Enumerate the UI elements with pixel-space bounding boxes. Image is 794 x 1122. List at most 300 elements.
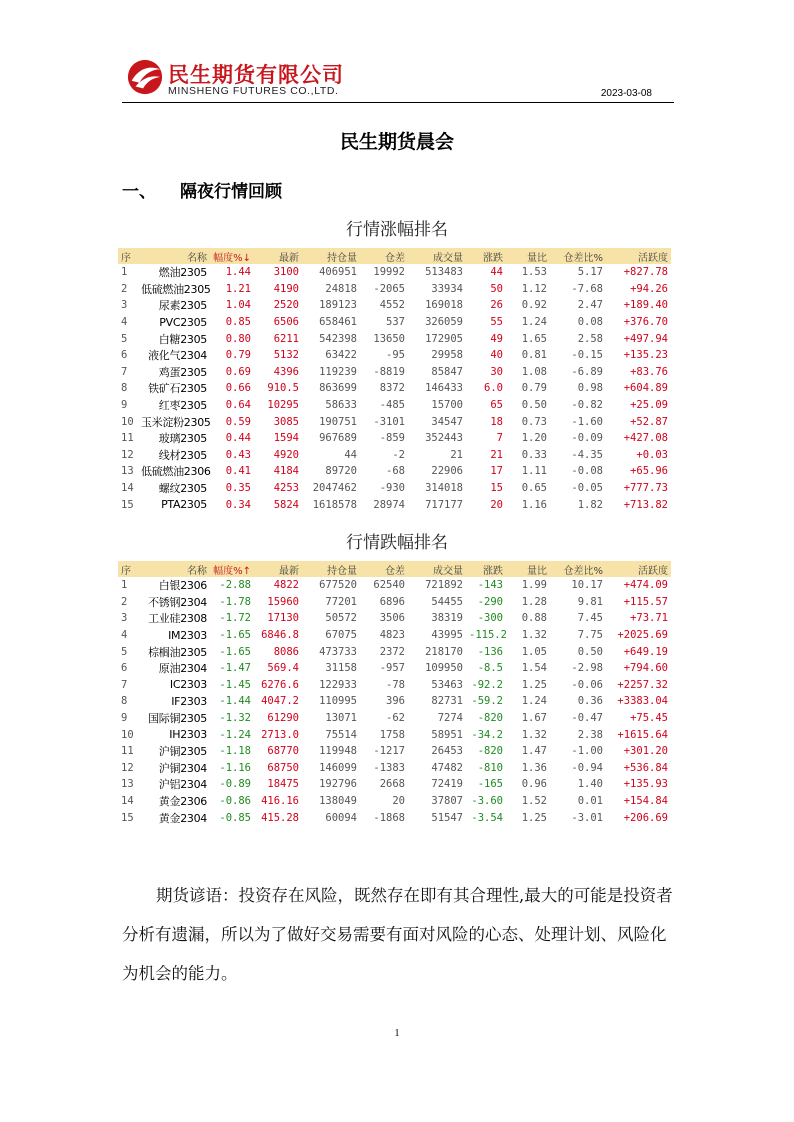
cell-last-price: 2713.0 bbox=[261, 728, 299, 741]
company-logo-icon bbox=[126, 58, 164, 96]
table-row[interactable] bbox=[118, 726, 671, 743]
section-number: 一、 bbox=[122, 182, 156, 202]
losers-table-title: 行情跌幅排名 bbox=[346, 533, 448, 553]
cell-oi-change-pct: 5.17 bbox=[577, 266, 603, 279]
cell-volume: 7274 bbox=[437, 712, 463, 725]
page-number: 1 bbox=[394, 1028, 400, 1039]
cell-oi-change: 6896 bbox=[379, 595, 405, 608]
cell-index: 1 bbox=[121, 579, 128, 592]
cell-index: 9 bbox=[121, 712, 128, 725]
table-row[interactable] bbox=[118, 760, 671, 777]
cell-last-price: 416.16 bbox=[261, 795, 299, 808]
cell-change: 15 bbox=[490, 482, 503, 495]
cell-open-interest: 67075 bbox=[325, 629, 357, 642]
cell-last-price: 4822 bbox=[273, 579, 299, 592]
cell-change-pct: -1.18 bbox=[219, 745, 251, 758]
cell-activity: +497.94 bbox=[623, 332, 668, 345]
cell-activity: +115.57 bbox=[623, 595, 668, 608]
cell-activity: +376.70 bbox=[623, 316, 668, 329]
cell-oi-change-pct: 7.75 bbox=[577, 629, 603, 642]
cell-name: 燃油2305 bbox=[158, 266, 207, 280]
cell-open-interest: 44 bbox=[344, 448, 357, 461]
cell-name: 白银2306 bbox=[158, 579, 207, 593]
table-row[interactable] bbox=[118, 380, 671, 397]
cell-volume: 513483 bbox=[425, 266, 463, 279]
cell-index: 5 bbox=[121, 332, 128, 345]
cell-name: 黄金2304 bbox=[158, 811, 207, 825]
cell-volume: 22906 bbox=[431, 465, 463, 478]
cell-change: -165 bbox=[477, 778, 503, 791]
cell-open-interest: 146099 bbox=[319, 761, 357, 774]
cell-change-pct: -1.44 bbox=[219, 695, 251, 708]
cell-volume-ratio: 1.24 bbox=[521, 695, 547, 708]
cell-last-price: 18475 bbox=[267, 778, 299, 791]
cell-change: 55 bbox=[490, 316, 503, 329]
cell-oi-change-pct: -0.05 bbox=[571, 482, 603, 495]
cell-change: -810 bbox=[477, 761, 503, 774]
cell-oi-change: -859 bbox=[379, 432, 405, 445]
cell-change: -34.2 bbox=[471, 728, 503, 741]
cell-index: 6 bbox=[121, 662, 128, 675]
cell-volume: 37807 bbox=[431, 795, 463, 808]
table-row[interactable] bbox=[118, 610, 671, 627]
cell-volume: 109950 bbox=[425, 662, 463, 675]
cell-name: 沪铝2304 bbox=[158, 778, 207, 792]
cell-index: 12 bbox=[121, 448, 134, 461]
cell-oi-change: 62540 bbox=[373, 579, 405, 592]
cell-change-pct: 1.44 bbox=[225, 266, 251, 279]
cell-index: 14 bbox=[121, 482, 134, 495]
table-row[interactable] bbox=[118, 314, 671, 331]
cell-name: 低硫燃油2306 bbox=[141, 465, 211, 479]
cell-last-price: 4920 bbox=[273, 448, 299, 461]
cell-change: 7 bbox=[496, 432, 503, 445]
cell-oi-change: -1383 bbox=[373, 761, 405, 774]
company-name-en: MINSHENG FUTURES CO.,LTD. bbox=[168, 85, 339, 97]
cell-change-pct: -0.89 bbox=[219, 778, 251, 791]
cell-oi-change-pct: -0.09 bbox=[571, 432, 603, 445]
cell-volume-ratio: 0.96 bbox=[521, 778, 547, 791]
cell-activity: +1615.64 bbox=[617, 728, 668, 741]
cell-activity: +0.03 bbox=[636, 448, 668, 461]
cell-volume-ratio: 1.67 bbox=[521, 712, 547, 725]
cell-name: 尿素2305 bbox=[158, 299, 207, 313]
column-header-change-pct[interactable]: 幅度%↓ bbox=[210, 248, 254, 264]
column-header-oi-change-pct[interactable]: 仓差比% bbox=[550, 248, 606, 264]
cell-index: 2 bbox=[121, 595, 128, 608]
column-header-name[interactable]: 名称 bbox=[138, 561, 210, 577]
cell-change-pct: 0.79 bbox=[225, 349, 251, 362]
cell-last-price: 6211 bbox=[273, 332, 299, 345]
cell-volume-ratio: 1.32 bbox=[521, 629, 547, 642]
column-header-last-price[interactable]: 最新 bbox=[254, 561, 302, 577]
cell-index: 6 bbox=[121, 349, 128, 362]
cell-volume: 29958 bbox=[431, 349, 463, 362]
column-header-open-interest[interactable]: 持仓量 bbox=[302, 248, 360, 264]
cell-index: 9 bbox=[121, 399, 128, 412]
cell-oi-change-pct: -6.89 bbox=[571, 365, 603, 378]
cell-last-price: 3085 bbox=[273, 415, 299, 428]
cell-last-price: 5132 bbox=[273, 349, 299, 362]
cell-activity: +474.09 bbox=[623, 579, 668, 592]
cell-change-pct: -1.65 bbox=[219, 629, 251, 642]
cell-volume-ratio: 1.25 bbox=[521, 811, 547, 824]
table-row[interactable] bbox=[118, 793, 671, 810]
table-row[interactable] bbox=[118, 627, 671, 644]
cell-last-price: 6506 bbox=[273, 316, 299, 329]
cell-change-pct: -0.85 bbox=[219, 811, 251, 824]
cell-last-price: 6846.8 bbox=[261, 629, 299, 642]
cell-volume-ratio: 1.25 bbox=[521, 678, 547, 691]
cell-name: PVC2305 bbox=[159, 315, 207, 329]
cell-oi-change: -930 bbox=[379, 482, 405, 495]
cell-change: 21 bbox=[490, 448, 503, 461]
cell-activity: +301.20 bbox=[623, 745, 668, 758]
cell-volume: 169018 bbox=[425, 299, 463, 312]
cell-volume-ratio: 1.05 bbox=[521, 645, 547, 658]
cell-change-pct: -0.86 bbox=[219, 795, 251, 808]
cell-activity: +3383.04 bbox=[617, 695, 668, 708]
table-row[interactable] bbox=[118, 480, 671, 497]
cell-volume: 717177 bbox=[425, 498, 463, 511]
cell-change: 50 bbox=[490, 282, 503, 295]
column-header-activity[interactable]: 活跃度 bbox=[606, 248, 671, 264]
cell-oi-change: 13650 bbox=[373, 332, 405, 345]
cell-open-interest: 50572 bbox=[325, 612, 357, 625]
cell-open-interest: 863699 bbox=[319, 382, 357, 395]
cell-oi-change: -95 bbox=[386, 349, 405, 362]
cell-open-interest: 89720 bbox=[325, 465, 357, 478]
cell-oi-change-pct: -2.98 bbox=[571, 662, 603, 675]
cell-open-interest: 406951 bbox=[319, 266, 357, 279]
cell-change-pct: -2.88 bbox=[219, 579, 251, 592]
cell-index: 4 bbox=[121, 629, 128, 642]
cell-activity: +2025.69 bbox=[617, 629, 668, 642]
cell-last-price: 3100 bbox=[273, 266, 299, 279]
table-row[interactable] bbox=[118, 447, 671, 464]
cell-oi-change-pct: -1.00 bbox=[571, 745, 603, 758]
cell-change-pct: 0.35 bbox=[225, 482, 251, 495]
cell-open-interest: 967689 bbox=[319, 432, 357, 445]
cell-open-interest: 473733 bbox=[319, 645, 357, 658]
table-row[interactable] bbox=[118, 364, 671, 381]
cell-open-interest: 60094 bbox=[325, 811, 357, 824]
cell-last-price: 4184 bbox=[273, 465, 299, 478]
cell-index: 5 bbox=[121, 645, 128, 658]
cell-volume-ratio: 1.20 bbox=[521, 432, 547, 445]
cell-volume: 172905 bbox=[425, 332, 463, 345]
cell-last-price: 5824 bbox=[273, 498, 299, 511]
cell-activity: +2257.32 bbox=[617, 678, 668, 691]
page-title: 民生期货晨会 bbox=[339, 131, 454, 153]
cell-volume: 54455 bbox=[431, 595, 463, 608]
cell-oi-change: -485 bbox=[379, 399, 405, 412]
cell-name: PTA2305 bbox=[161, 498, 207, 512]
cell-change: 17 bbox=[490, 465, 503, 478]
cell-open-interest: 75514 bbox=[325, 728, 357, 741]
cell-oi-change: 20 bbox=[392, 795, 405, 808]
cell-volume-ratio: 1.53 bbox=[521, 266, 547, 279]
cell-index: 12 bbox=[121, 761, 134, 774]
column-header-volume-ratio[interactable]: 量比 bbox=[506, 561, 550, 577]
cell-oi-change-pct: 7.45 bbox=[577, 612, 603, 625]
cell-change: 20 bbox=[490, 498, 503, 511]
column-header-activity[interactable]: 活跃度 bbox=[606, 561, 671, 577]
cell-oi-change: 2372 bbox=[379, 645, 405, 658]
cell-volume-ratio: 1.54 bbox=[521, 662, 547, 675]
table-row[interactable] bbox=[118, 660, 671, 677]
cell-oi-change: 2668 bbox=[379, 778, 405, 791]
cell-last-price: 61290 bbox=[267, 712, 299, 725]
cell-volume-ratio: 1.11 bbox=[521, 465, 547, 478]
cell-change-pct: -1.16 bbox=[219, 761, 251, 774]
table-row[interactable] bbox=[118, 463, 671, 480]
cell-volume-ratio: 1.12 bbox=[521, 282, 547, 295]
cell-index: 10 bbox=[121, 728, 134, 741]
cell-change-pct: 0.34 bbox=[225, 498, 251, 511]
table-row[interactable] bbox=[118, 330, 671, 347]
table-row[interactable] bbox=[118, 264, 671, 281]
table-row[interactable] bbox=[118, 677, 671, 694]
column-header-volume[interactable]: 成交量 bbox=[408, 248, 466, 264]
column-header-oi-change-pct[interactable]: 仓差比% bbox=[550, 561, 606, 577]
company-name-cn: 民生期货有限公司 bbox=[168, 63, 344, 87]
cell-change-pct: -1.72 bbox=[219, 612, 251, 625]
cell-change: -820 bbox=[477, 712, 503, 725]
table-row[interactable] bbox=[118, 776, 671, 793]
column-header-open-interest[interactable]: 持仓量 bbox=[302, 561, 360, 577]
cell-last-price: 6276.6 bbox=[261, 678, 299, 691]
table-row[interactable] bbox=[118, 347, 671, 364]
cell-last-price: 569.4 bbox=[267, 662, 299, 675]
cell-last-price: 4253 bbox=[273, 482, 299, 495]
cell-name: 棕榈油2305 bbox=[148, 645, 207, 659]
cell-open-interest: 119948 bbox=[319, 745, 357, 758]
column-header-name[interactable]: 名称 bbox=[138, 248, 210, 264]
column-header-index[interactable]: 序 bbox=[118, 561, 138, 577]
cell-index: 8 bbox=[121, 382, 128, 395]
cell-volume-ratio: 0.65 bbox=[521, 482, 547, 495]
table-row[interactable] bbox=[118, 496, 671, 513]
cell-oi-change: -2 bbox=[392, 448, 405, 461]
column-header-index[interactable]: 序 bbox=[118, 248, 138, 264]
cell-volume: 34547 bbox=[431, 415, 463, 428]
futures-proverb: 期货谚语：投资存在风险，既然存在即有其合理性,最大的可能是投资者分析有遗漏，所以为了做好交易需要有面对风险的心态、处理计划、风险化为机会的能力。 bbox=[122, 886, 673, 983]
column-header-change[interactable]: 涨跌 bbox=[466, 561, 506, 577]
column-header-change-pct[interactable]: 幅度%↑ bbox=[210, 561, 254, 577]
cell-change: -143 bbox=[477, 579, 503, 592]
cell-oi-change-pct: 0.08 bbox=[577, 316, 603, 329]
cell-change: -136 bbox=[477, 645, 503, 658]
cell-last-price: 68750 bbox=[267, 761, 299, 774]
cell-name: 玉米淀粉2305 bbox=[141, 415, 211, 429]
cell-index: 2 bbox=[121, 282, 128, 295]
cell-change: -820 bbox=[477, 745, 503, 758]
table-row[interactable] bbox=[118, 743, 671, 760]
cell-oi-change-pct: 1.40 bbox=[577, 778, 603, 791]
cell-change: -3.60 bbox=[471, 795, 503, 808]
table-row[interactable] bbox=[118, 577, 671, 594]
table-row[interactable] bbox=[118, 594, 671, 611]
cell-oi-change: -78 bbox=[386, 678, 405, 691]
cell-open-interest: 192796 bbox=[319, 778, 357, 791]
cell-change: 65 bbox=[490, 399, 503, 412]
report-date: 2023-03-08 bbox=[600, 88, 652, 99]
cell-change-pct: 0.80 bbox=[225, 332, 251, 345]
cell-name: 白糖2305 bbox=[158, 332, 207, 346]
cell-volume-ratio: 1.32 bbox=[521, 728, 547, 741]
cell-change: -300 bbox=[477, 612, 503, 625]
cell-index: 11 bbox=[121, 432, 134, 445]
cell-oi-change: -2065 bbox=[373, 282, 405, 295]
cell-oi-change: -1868 bbox=[373, 811, 405, 824]
cell-volume: 326059 bbox=[425, 316, 463, 329]
cell-change-pct: 0.85 bbox=[225, 316, 251, 329]
cell-activity: +206.69 bbox=[623, 811, 668, 824]
table-row[interactable] bbox=[118, 281, 671, 298]
cell-index: 3 bbox=[121, 612, 128, 625]
cell-volume: 15700 bbox=[431, 399, 463, 412]
section-heading bbox=[122, 177, 282, 202]
cell-oi-change: 537 bbox=[386, 316, 405, 329]
cell-volume: 53463 bbox=[431, 678, 463, 691]
cell-activity: +827.78 bbox=[623, 266, 668, 279]
cell-oi-change: -1217 bbox=[373, 745, 405, 758]
cell-name: 低硫燃油2305 bbox=[141, 282, 211, 296]
cell-index: 3 bbox=[121, 299, 128, 312]
column-header-volume-ratio[interactable]: 量比 bbox=[506, 248, 550, 264]
cell-volume-ratio: 0.50 bbox=[521, 399, 547, 412]
cell-open-interest: 24818 bbox=[325, 282, 357, 295]
cell-open-interest: 58633 bbox=[325, 399, 357, 412]
cell-open-interest: 63422 bbox=[325, 349, 357, 362]
cell-index: 14 bbox=[121, 795, 134, 808]
table-row[interactable] bbox=[118, 643, 671, 660]
cell-oi-change-pct: 10.17 bbox=[571, 579, 603, 592]
cell-open-interest: 189123 bbox=[319, 299, 357, 312]
cell-name: 黄金2306 bbox=[158, 795, 207, 809]
cell-index: 4 bbox=[121, 316, 128, 329]
column-header-volume[interactable]: 成交量 bbox=[408, 561, 466, 577]
cell-activity: +713.82 bbox=[623, 498, 668, 511]
cell-volume: 47482 bbox=[431, 761, 463, 774]
gainers-table-title: 行情涨幅排名 bbox=[346, 220, 448, 240]
cell-name: 工业硅2308 bbox=[148, 612, 207, 626]
cell-last-price: 415.28 bbox=[261, 811, 299, 824]
cell-activity: +649.19 bbox=[623, 645, 668, 658]
cell-index: 7 bbox=[121, 678, 128, 691]
cell-change: 44 bbox=[490, 266, 503, 279]
cell-activity: +75.45 bbox=[630, 712, 668, 725]
table-row[interactable] bbox=[118, 809, 671, 826]
cell-oi-change-pct: -7.68 bbox=[571, 282, 603, 295]
table-row[interactable] bbox=[118, 413, 671, 430]
cell-activity: +794.60 bbox=[623, 662, 668, 675]
cell-change: -92.2 bbox=[471, 678, 503, 691]
cell-volume: 51547 bbox=[431, 811, 463, 824]
cell-volume: 58951 bbox=[431, 728, 463, 741]
cell-oi-change: 19992 bbox=[373, 266, 405, 279]
cell-oi-change-pct: 0.98 bbox=[577, 382, 603, 395]
cell-volume-ratio: 1.47 bbox=[521, 745, 547, 758]
column-header-change[interactable]: 涨跌 bbox=[466, 248, 506, 264]
cell-change: -290 bbox=[477, 595, 503, 608]
cell-open-interest: 13071 bbox=[325, 712, 357, 725]
cell-last-price: 910.5 bbox=[267, 382, 299, 395]
cell-index: 1 bbox=[121, 266, 128, 279]
cell-change-pct: -1.78 bbox=[219, 595, 251, 608]
cell-volume-ratio: 1.28 bbox=[521, 595, 547, 608]
column-header-last-price[interactable]: 最新 bbox=[254, 248, 302, 264]
cell-change: -115.2 bbox=[469, 629, 507, 642]
cell-last-price: 2520 bbox=[273, 299, 299, 312]
cell-open-interest: 658461 bbox=[319, 316, 357, 329]
table-row[interactable] bbox=[118, 710, 671, 727]
cell-volume-ratio: 0.79 bbox=[521, 382, 547, 395]
cell-oi-change: 3506 bbox=[379, 612, 405, 625]
cell-oi-change-pct: 0.01 bbox=[577, 795, 603, 808]
cell-index: 11 bbox=[121, 745, 134, 758]
cell-name: 螺纹2305 bbox=[158, 482, 207, 496]
cell-volume-ratio: 1.08 bbox=[521, 365, 547, 378]
cell-index: 13 bbox=[121, 465, 134, 478]
cell-volume: 82731 bbox=[431, 695, 463, 708]
cell-activity: +73.71 bbox=[630, 612, 668, 625]
table-row[interactable] bbox=[118, 430, 671, 447]
section-label: 隔夜行情回顾 bbox=[180, 182, 282, 202]
cell-activity: +154.84 bbox=[623, 795, 668, 808]
table-row[interactable] bbox=[118, 693, 671, 710]
cell-name: 液化气2304 bbox=[148, 349, 207, 363]
cell-oi-change: 1758 bbox=[379, 728, 405, 741]
table-row[interactable] bbox=[118, 297, 671, 314]
cell-change: 18 bbox=[490, 415, 503, 428]
losers-table bbox=[118, 561, 671, 826]
cell-index: 15 bbox=[121, 498, 134, 511]
cell-oi-change: 8372 bbox=[379, 382, 405, 395]
cell-name: IM2303 bbox=[168, 628, 207, 642]
cell-activity: +25.09 bbox=[630, 399, 668, 412]
cell-oi-change: -68 bbox=[386, 465, 405, 478]
cell-volume: 352443 bbox=[425, 432, 463, 445]
cell-name: 国际铜2305 bbox=[148, 712, 207, 726]
cell-volume-ratio: 1.65 bbox=[521, 332, 547, 345]
cell-oi-change-pct: 1.82 bbox=[577, 498, 603, 511]
cell-change-pct: 0.41 bbox=[225, 465, 251, 478]
cell-change-pct: 1.21 bbox=[225, 282, 251, 295]
cell-name: 不锈钢2304 bbox=[148, 595, 207, 609]
cell-name: 红枣2305 bbox=[158, 399, 207, 413]
cell-oi-change: -957 bbox=[379, 662, 405, 675]
cell-open-interest: 677520 bbox=[319, 579, 357, 592]
cell-activity: +604.89 bbox=[623, 382, 668, 395]
cell-volume: 72419 bbox=[431, 778, 463, 791]
cell-volume: 146433 bbox=[425, 382, 463, 395]
column-header-oi-change[interactable]: 仓差 bbox=[360, 561, 408, 577]
table-row[interactable] bbox=[118, 397, 671, 414]
cell-oi-change: 396 bbox=[386, 695, 405, 708]
cell-name: 沪铜2304 bbox=[158, 761, 207, 775]
column-header-oi-change[interactable]: 仓差 bbox=[360, 248, 408, 264]
cell-name: 线材2305 bbox=[158, 448, 207, 462]
cell-last-price: 4396 bbox=[273, 365, 299, 378]
cell-change: 49 bbox=[490, 332, 503, 345]
cell-open-interest: 2047462 bbox=[312, 482, 357, 495]
cell-change-pct: 0.43 bbox=[225, 448, 251, 461]
cell-activity: +536.84 bbox=[623, 761, 668, 774]
cell-volume-ratio: 1.52 bbox=[521, 795, 547, 808]
cell-change: -59.2 bbox=[471, 695, 503, 708]
